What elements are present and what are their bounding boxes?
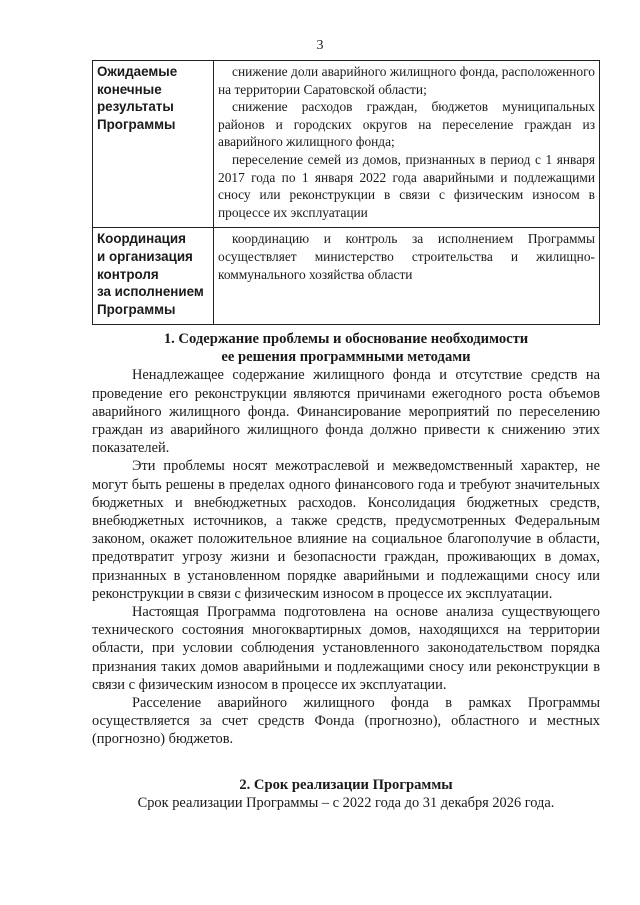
value-paragraph: снижение доли аварийного жилищного фонда, расположенного на территории Саратовской области; [218,64,595,97]
label-line: результаты [97,99,174,115]
section-1-title [92,330,600,366]
section-2-text: Срок реализации Программы – с 2022 года до 31 декабря 2026 года. [137,795,555,812]
label-line: контроля [97,266,159,282]
section-1-paragraph: Расселение аварийного жилищного фонда в рамках Программы осуществляется за счет средств Фонда (прогнозно), областного и местных (прогнозно) бюджетов. [92,695,600,748]
label-line: Программы [97,116,176,132]
value-paragraph: переселение семей из домов, признанных в период с 1 января 2017 года по 1 января 2022 года аварийными и подлежащими сносу или реконструкции в связи с физическим износом в процессе их эксплуатации [218,151,595,220]
label-line: за исполнением [97,284,204,300]
section-1-paragraph: Настоящая Программа подготовлена на основе анализа существующего технического состояния многоквартирных домов, находящихся на территории области, при условии соблюдения установленного законодательством порядка признания таких домов аварийными и подлежащими сносу или реконструкции в связи с физическим износом в процессе их эксплуатации. [92,604,600,693]
section-1-title-line1: 1. Содержание проблемы и обоснование необходимости [163,331,529,347]
row-value [214,228,600,325]
table-row [93,61,600,228]
section-1 [92,330,600,749]
section-1-title-line2: ее решения программными методами [221,349,471,366]
table-row [93,228,600,325]
row-label [93,228,214,325]
page-number: 3 [316,38,324,53]
label-line: и организация [97,248,193,264]
label-line: конечные [97,81,162,97]
label-line: Координация [97,231,186,247]
section-1-paragraph: Эти проблемы носят межотраслевой и межведомственный характер, не могут быть решены в пределах одного финансового года и требуют значительных бюджетных и внебюджетных расходов. Консолидация бюджетных средств, внебюджетных источников, а также средств, предусмотренных Федеральным законом, окажет положительное влияние на социальное благополучие в области, предотвратит угрозу жизни и безопасности граждан, проживающих в домах, признанных в установленном порядке аварийными и подлежащими сносу или реконструкции в связи с физическим износом в процессе их эксплуатации. [92,458,600,602]
row-label [93,61,214,228]
label-line: Ожидаемые [97,64,178,79]
section-1-paragraph: Ненадлежащее содержание жилищного фонда и отсутствие средств на проведение его реконструкции являются причинами ежегодного роста объемов аварийного жилищного фонда. Финансирование мероприятий по переселению граждан из аварийного жилищного фонда должно привести к снижению этих показателей. [92,367,600,457]
label-line: Программы [97,301,176,317]
passport-table [92,60,600,325]
row-value [214,61,600,228]
section-2 [92,776,600,812]
value-paragraph: координацию и контроль за исполнением Программы осуществляет министерство строительства и жилищно-коммунального хозяйства области [218,231,595,282]
section-2-title: 2. Срок реализации Программы [239,777,453,793]
value-paragraph: снижение расходов граждан, бюджетов муниципальных районов и городских округов на переселение граждан из аварийного жилищного фонда; [218,99,595,150]
